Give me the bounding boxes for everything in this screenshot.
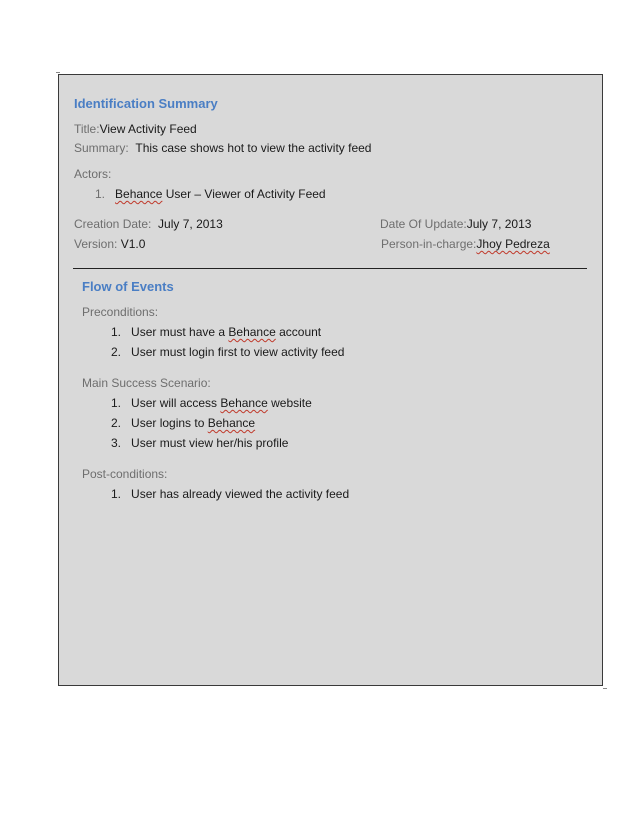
creation-date-value: July 7, 2013 bbox=[158, 217, 223, 231]
main-scenario-brand: Behance bbox=[220, 396, 268, 410]
main-scenario-item bbox=[111, 416, 255, 430]
summary-value: This case shows hot to view the activity feed bbox=[135, 141, 372, 155]
version-row bbox=[74, 237, 145, 251]
use-case-card bbox=[58, 74, 603, 686]
post-condition-text: User has already viewed the activity feed bbox=[131, 487, 350, 501]
main-scenario-text: User must view her/his profile bbox=[131, 436, 289, 450]
post-condition-item bbox=[111, 487, 349, 501]
precondition-number: 1. bbox=[111, 325, 122, 339]
page-corner-mark-bottom bbox=[603, 688, 607, 689]
section-divider bbox=[73, 268, 587, 269]
person-in-charge-label: Person-in-charge: bbox=[381, 237, 477, 251]
main-scenario-text-start: User logins to bbox=[131, 416, 208, 430]
creation-date-row bbox=[74, 217, 223, 231]
post-conditions-label: Post-conditions: bbox=[82, 467, 168, 481]
update-date-label: Date Of Update: bbox=[380, 217, 467, 231]
main-scenario-label: Main Success Scenario: bbox=[82, 376, 211, 390]
update-date-row bbox=[380, 217, 531, 231]
main-scenario-text-end: website bbox=[267, 396, 312, 410]
actor-item bbox=[95, 187, 326, 201]
version-label: Version: bbox=[74, 237, 118, 251]
precondition-brand: Behance bbox=[228, 325, 276, 339]
main-scenario-number: 2. bbox=[111, 416, 122, 430]
main-scenario-number: 1. bbox=[111, 396, 122, 410]
title-row bbox=[74, 122, 197, 136]
main-scenario-text-start: User will access bbox=[131, 396, 221, 410]
creation-date-label: Creation Date: bbox=[74, 217, 152, 231]
precondition-text-end: account bbox=[275, 325, 322, 339]
update-date-value: July 7, 2013 bbox=[466, 217, 532, 231]
precondition-item bbox=[111, 345, 344, 359]
post-condition-number: 1. bbox=[111, 487, 122, 501]
actor-name: Behance bbox=[115, 187, 163, 201]
actors-label: Actors: bbox=[74, 167, 112, 181]
flow-heading: Flow of Events bbox=[82, 279, 174, 294]
version-value: V1.0 bbox=[120, 237, 146, 251]
main-scenario-item bbox=[111, 436, 288, 450]
person-in-charge-row bbox=[381, 237, 550, 251]
precondition-number: 2. bbox=[111, 345, 122, 359]
precondition-item bbox=[111, 325, 321, 339]
identification-heading: Identification Summary bbox=[74, 96, 218, 111]
main-scenario-item bbox=[111, 396, 312, 410]
page-corner-mark-top bbox=[56, 72, 60, 73]
main-scenario-number: 3. bbox=[111, 436, 122, 450]
title-label: Title: bbox=[74, 122, 100, 136]
summary-label: Summary: bbox=[74, 141, 129, 155]
actor-description: User – Viewer of Activity Feed bbox=[165, 187, 326, 201]
title-value: View Activity Feed bbox=[99, 122, 197, 136]
actor-number: 1. bbox=[95, 187, 106, 201]
main-scenario-brand: Behance bbox=[207, 416, 256, 430]
summary-row bbox=[74, 141, 371, 155]
precondition-text: User must login first to view activity feed bbox=[131, 345, 345, 359]
person-in-charge-value: Jhoy Pedreza bbox=[476, 237, 550, 251]
preconditions-label: Preconditions: bbox=[82, 305, 159, 319]
precondition-text-start: User must have a bbox=[131, 325, 229, 339]
